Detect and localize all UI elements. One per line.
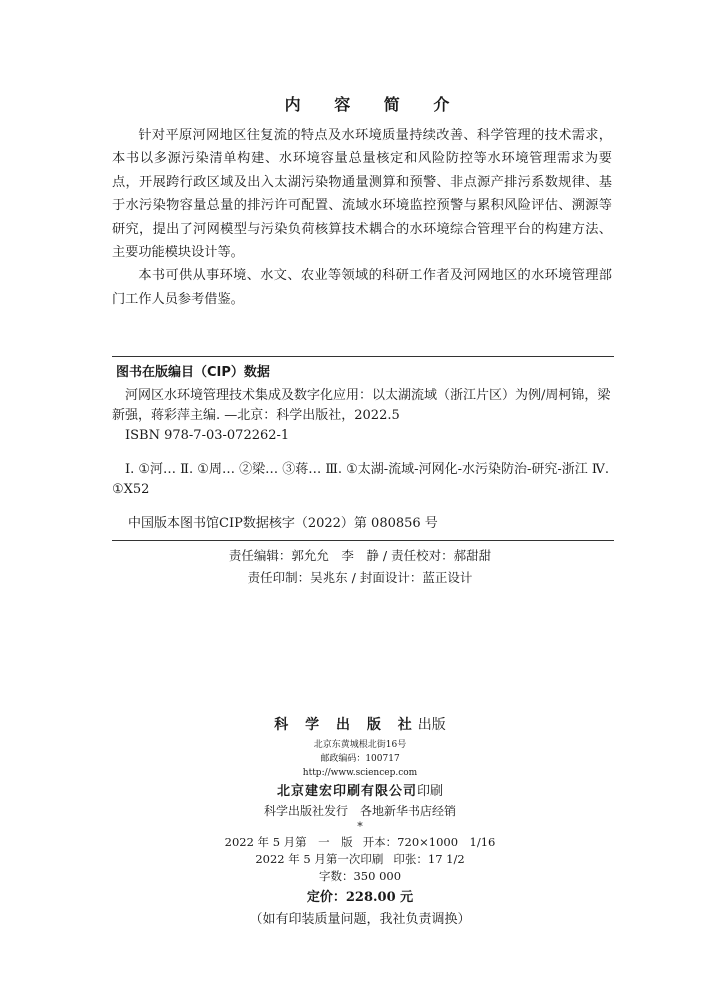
word-count: 字数：350 000 <box>318 869 402 883</box>
intro-title: 内 容 简 介 <box>284 95 464 114</box>
separator-star: * <box>357 820 363 833</box>
quality-note: （如有印装质量问题，我社负责调换） <box>249 912 471 927</box>
printer-line <box>0 780 720 799</box>
cip-record-number: 中国版本图书馆CIP数据核字（2022）第 080856 号 <box>128 516 438 531</box>
price: 定价：228.00 元 <box>306 890 414 905</box>
intro-paragraph-2: 本书可供从事环境、水文、农业等领域的科研工作者及河网地区的水环境管理部门工作人员参考借鉴。 <box>112 268 612 307</box>
printing-date: 2022 年 5 月第一次印刷 <box>255 852 384 866</box>
sheets-info: 印张：17 1/2 <box>393 852 465 866</box>
divider-bottom <box>112 540 614 541</box>
printer-logo: 北京建宏印刷有限公司 <box>276 784 417 799</box>
editor-credits: 责任编辑：郭允允 李 静 / 责任校对：郝甜甜 <box>228 548 492 563</box>
publisher-line <box>0 714 720 734</box>
cip-classification <box>112 460 612 500</box>
cip-isbn: ISBN 978-7-03-072262-1 <box>125 428 290 443</box>
publisher-logo: 科 学 出 版 社 <box>274 717 418 733</box>
edition-date: 2022 年 5 月第 一 版 <box>224 835 353 849</box>
cip-heading: 图书在版编目（CIP）数据 <box>116 365 270 380</box>
production-credits: 责任印制：吴兆东 / 封面设计：蓝正设计 <box>247 570 473 585</box>
intro-text <box>112 124 612 311</box>
printer-suffix: 印刷 <box>417 784 444 799</box>
cip-classification-text: Ⅰ. ①河… Ⅱ. ①周… ②梁… ③蒋… Ⅲ. ①太湖-流域-河网化-水污染防治-研究-浙江 Ⅳ. ①X52 <box>112 462 610 497</box>
edition-line <box>0 834 720 850</box>
divider-top <box>112 356 614 357</box>
intro-paragraph-1: 针对平原河网地区往复流的特点及水环境质量持续改善、科学管理的技术需求，本书以多源污染清单构建、水环境容量总量核定和风险防控等水环境管理需求为要点，开展跨行政区域及出入太湖污染物通量测算和预警、非点源产排污系数规律、基于水污染物容量总量的排污许可配置、流域水环境监控预警与累积风险评估、溯源等研究，提出了河网模型与污染负荷核算技术耦合的水环境综合管理平台的构建方法、主要功能模块设计等。 <box>112 128 612 261</box>
cip-description <box>112 386 612 446</box>
publisher-address: 北京东黄城根北街16号 <box>313 740 407 750</box>
publisher-suffix: 出版 <box>417 717 446 733</box>
printing-line <box>0 851 720 867</box>
publisher-postcode: 邮政编码：100717 <box>320 754 400 764</box>
distribution-line: 科学出版社发行 各地新华书店经销 <box>263 804 456 818</box>
format-info: 开本：720×1000 1/16 <box>362 835 496 849</box>
publisher-url: http://www.sciencep.com <box>302 768 418 778</box>
cip-description-text: 河网区水环境管理技术集成及数字化应用：以太湖流域（浙江片区）为例/周柯锦，梁新强，蒋彩萍主编. —北京：科学出版社，2022.5 <box>112 388 611 423</box>
